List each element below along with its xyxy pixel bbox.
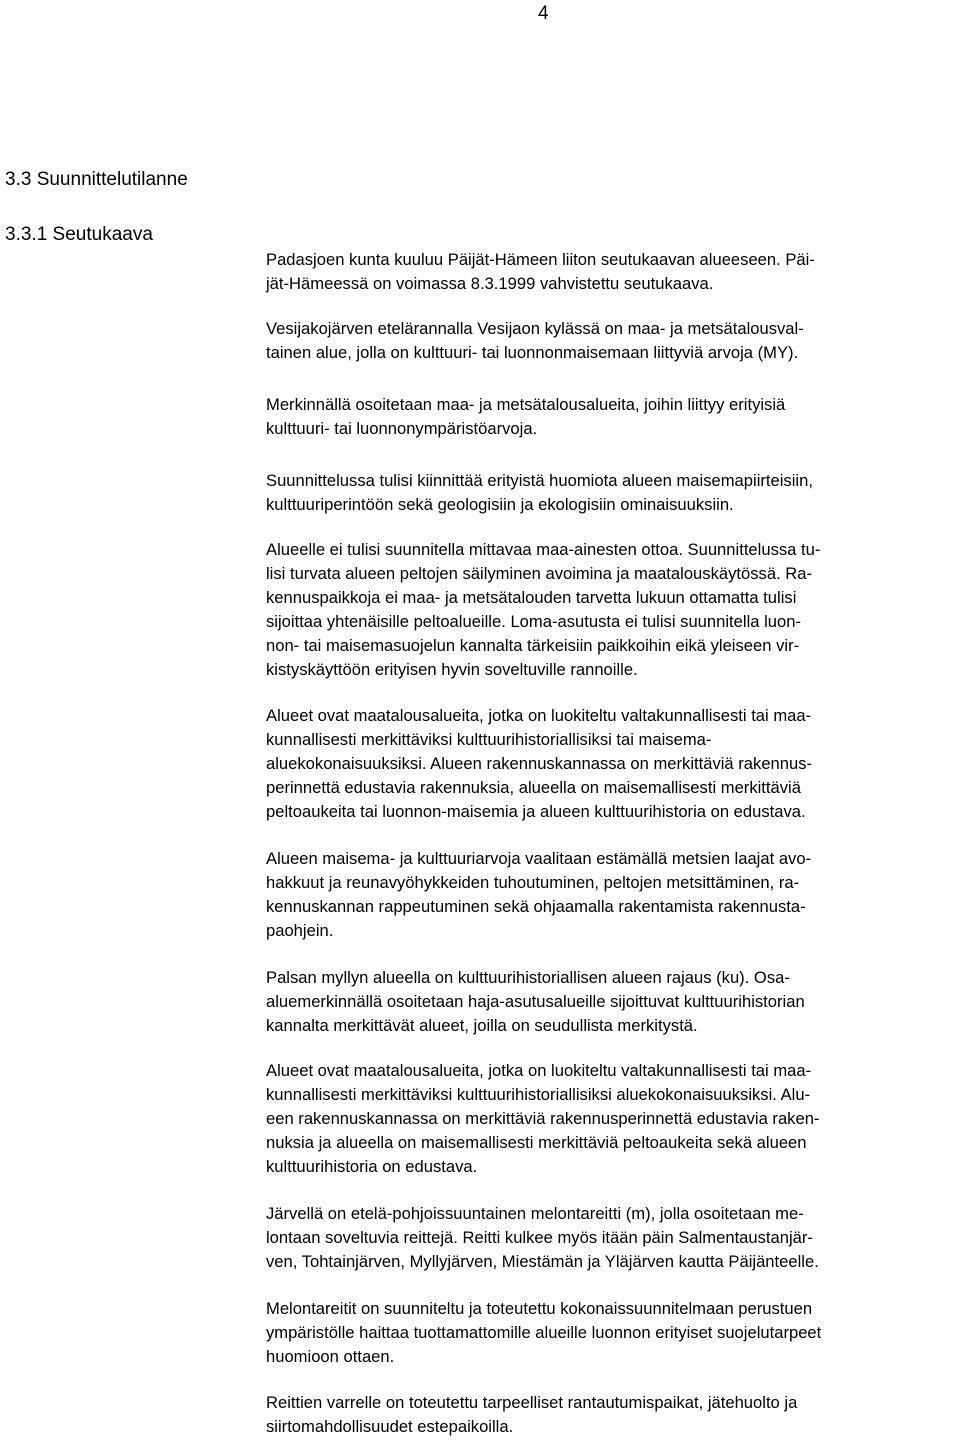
paragraph — [266, 704, 812, 824]
paragraph — [266, 1202, 819, 1274]
paragraph-line: kulttuuriperintöön sekä geologisiin ja ekologisiin ominaisuuksiin. — [266, 495, 734, 514]
paragraph-line: lisi turvata alueen peltojen säilyminen avoimina ja maatalouskäytössä. Ra- — [266, 564, 813, 583]
paragraph-line: kistyskäyttöön erityisen hyvin soveltuville rannoille. — [266, 660, 638, 679]
paragraph-line: kulttuuri- tai luonnonympäristöarvoja. — [266, 419, 538, 438]
paragraph-line: kannalta merkittävät alueet, joilla on seudullista merkitystä. — [266, 1016, 698, 1035]
paragraph-line: sijoittaa yhtenäisille peltoalueille. Loma-asutusta ei tulisi suunnitella luon- — [266, 612, 801, 631]
paragraph-line: aluemerkinnällä osoitetaan haja-asutusalueille sijoittuvat kulttuurihistorian — [266, 992, 805, 1011]
paragraph-line: Alueen maisema- ja kulttuuriarvoja vaalitaan estämällä metsien laajat avo- — [266, 849, 812, 868]
paragraph-line: Reittien varrelle on toteutettu tarpeelliset rantautumispaikat, jätehuolto ja — [266, 1393, 798, 1412]
paragraph-line: lontaan soveltuvia reittejä. Reitti kulkee myös itään päin Salmentaustanjär- — [266, 1228, 813, 1247]
paragraph-line: paohjein. — [266, 921, 334, 940]
paragraph — [266, 1297, 821, 1369]
paragraph-line: aluekokonaisuuksiksi. Alueen rakennuskannassa on merkittäviä rakennus- — [266, 754, 813, 773]
paragraph-line: Alueet ovat maatalousalueita, jotka on luokiteltu valtakunnallisesti tai maa- — [266, 706, 812, 725]
paragraph — [266, 393, 785, 441]
paragraph — [266, 1059, 819, 1179]
paragraph-line: jät-Hämeessä on voimassa 8.3.1999 vahvistettu seutukaava. — [266, 274, 714, 293]
paragraph — [266, 1391, 797, 1439]
paragraph-line: perinnettä edustavia rakennuksia, alueella on maisemallisesti merkittäviä — [266, 778, 801, 797]
paragraph-line: Suunnittelussa tulisi kiinnittää erityistä huomiota alueen maisemapiirteisiin, — [266, 471, 813, 490]
paragraph-line: Merkinnällä osoitetaan maa- ja metsätalousalueita, joihin liittyy erityisiä — [266, 395, 786, 414]
paragraph-line: Melontareitit on suunniteltu ja toteutettu kokonaissuunnitelmaan perustuen — [266, 1299, 813, 1318]
paragraph-line: nuksia ja alueella on maisemallisesti merkittäviä peltoaukeita sekä alueen — [266, 1133, 807, 1152]
section-heading: 3.3 Suunnittelutilanne — [5, 169, 188, 190]
paragraph-line: Padasjoen kunta kuuluu Päijät-Hämeen liiton seutukaavan alueeseen. Päi- — [266, 250, 815, 269]
paragraph — [266, 538, 820, 682]
paragraph-line: Alueet ovat maatalousalueita, jotka on luokiteltu valtakunnallisesti tai maa- — [266, 1061, 812, 1080]
paragraph-line: kennuspaikkoja ei maa- ja metsätalouden tarvetta lukuun ottamatta tulisi — [266, 588, 797, 607]
paragraph-line: Vesijakojärven etelärannalla Vesijaon kylässä on maa- ja metsätalousval- — [266, 319, 804, 338]
page-number: 4 — [538, 3, 549, 24]
paragraph-line: non- tai maisemasuojelun kannalta tärkeisiin paikkoihin eikä yleiseen vir- — [266, 636, 800, 655]
paragraph — [266, 469, 813, 517]
paragraph-line: siirtomahdollisuudet estepaikoilla. — [266, 1417, 514, 1436]
paragraph-line: Palsan myllyn alueella on kulttuurihistoriallisen alueen rajaus (ku). Osa- — [266, 968, 790, 987]
paragraph-line: tainen alue, jolla on kulttuuri- tai luonnonmaisemaan liittyviä arvoja (MY). — [266, 343, 799, 362]
paragraph-line: Järvellä on etelä-pohjoissuuntainen melontareitti (m), jolla osoitetaan me- — [266, 1204, 804, 1223]
paragraph-line: peltoaukeita tai luonnon-maisemia ja alueen kulttuurihistoria on edustava. — [266, 802, 806, 821]
paragraph — [266, 248, 815, 296]
paragraph-line: Alueelle ei tulisi suunnitella mittavaa maa-ainesten ottoa. Suunnittelussa tu- — [266, 540, 821, 559]
paragraph-line: kulttuurihistoria on edustava. — [266, 1157, 478, 1176]
paragraph-line: ven, Tohtainjärven, Myllyjärven, Miestämän ja Yläjärven kautta Päijänteelle. — [266, 1252, 819, 1271]
paragraph-line: kunnallisesti merkittäviksi kulttuurihistoriallisiksi tai maisema- — [266, 730, 712, 749]
subsection-heading: 3.3.1 Seutukaava — [5, 224, 153, 245]
paragraph — [266, 847, 811, 943]
paragraph-line: kunnallisesti merkittäviksi kulttuurihistoriallisiksi aluekokonaisuuksiksi. Alu- — [266, 1085, 811, 1104]
paragraph-line: hakkuut ja reunavyöhykkeiden tuhoutuminen, peltojen metsittäminen, ra- — [266, 873, 800, 892]
paragraph-line: huomioon ottaen. — [266, 1347, 395, 1366]
paragraph-line: een rakennuskannassa on merkittäviä rakennusperinnettä edustavia raken- — [266, 1109, 820, 1128]
paragraph-line: ympäristölle haittaa tuottamattomille alueille luonnon erityiset suojelutarpeet — [266, 1323, 822, 1342]
paragraph-line: kennuskannan rappeutuminen sekä ohjaamalla rakentamista rakennusta- — [266, 897, 806, 916]
paragraph — [266, 317, 804, 365]
paragraph — [266, 966, 805, 1038]
